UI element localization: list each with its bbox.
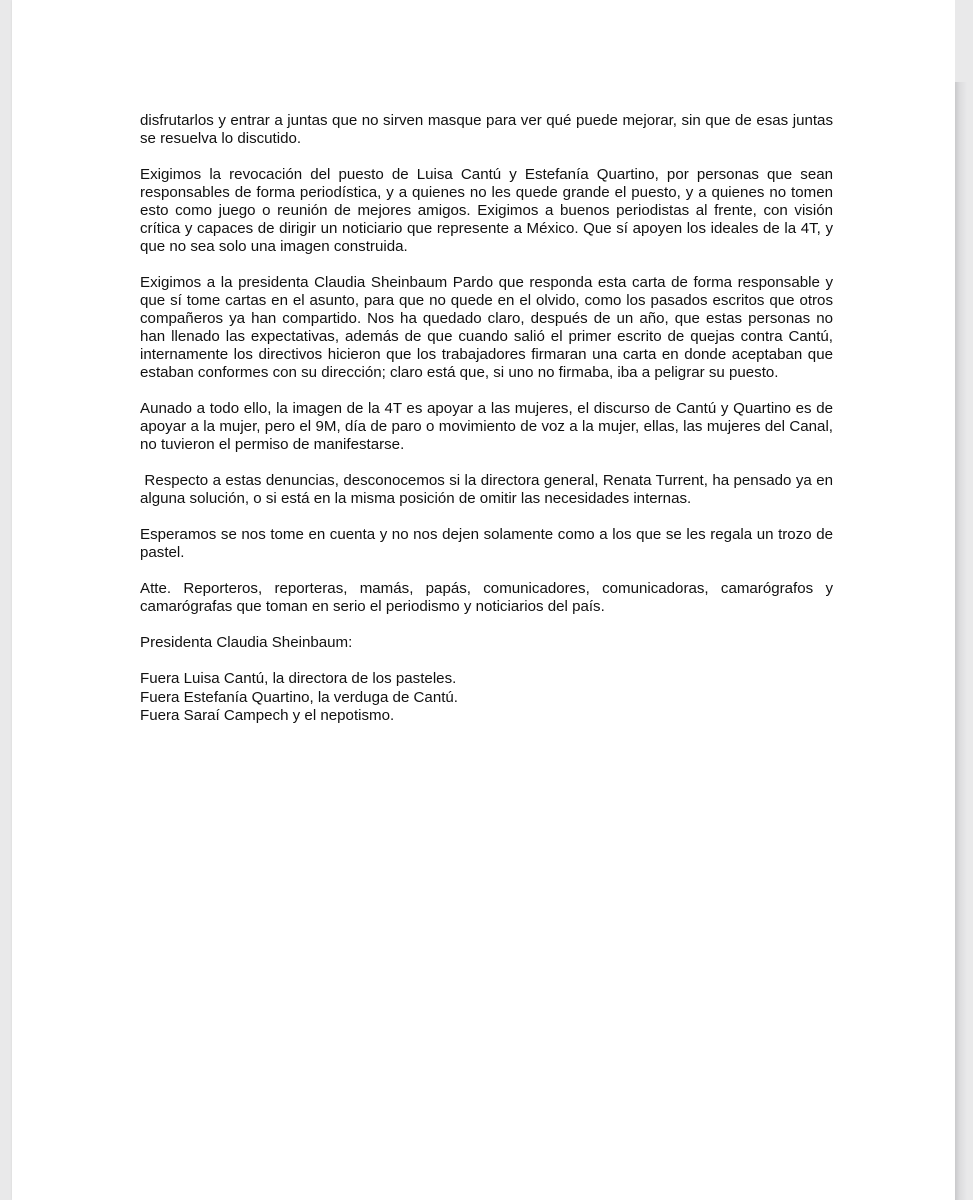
demand-list — [140, 670, 833, 726]
paragraph-renata-turrent: Respecto a estas denuncias, desconocemos si la directora general, Renata Turrent, ha pensado ya en alguna solución, o si está en la misma posición de omitir las necesidades internas. — [140, 472, 838, 507]
paragraph-esperamos: Esperamos se nos tome en cuenta y no nos dejen solamente como a los que se les regala un trozo de pastel. — [140, 526, 833, 561]
salutation: Presidenta Claudia Sheinbaum: — [140, 634, 353, 651]
next-page-edge — [955, 82, 967, 1200]
paragraph-9m: Aunado a todo ello, la imagen de la 4T es apoyar a las mujeres, el discurso de Cantú y Quartino es de apoyar a la mujer, pero el 9M, día de paro o movimiento de voz a la mujer, ellas, las mujeres del Canal, no tuvieron el permiso de manifestarse. — [140, 400, 833, 453]
paragraph-juntas: disfrutarlos y entrar a juntas que no sirven masque para ver qué puede mejorar, sin que de esas juntas se resuelva lo discutido. — [140, 112, 833, 147]
demand-item: Fuera Luisa Cantú, la directora de los pasteles. — [140, 670, 457, 687]
document-page — [12, 0, 955, 1200]
paragraph-firma: Atte. Reporteros, reporteras, mamás, papás, comunicadores, comunicadoras, camarógrafos y camarógrafas que toman en serio el periodismo y noticiarios del país. — [140, 580, 833, 615]
demand-item: Fuera Saraí Campech y el nepotismo. — [140, 707, 395, 724]
paragraph-revocacion: Exigimos la revocación del puesto de Luisa Cantú y Estefanía Quartino, por personas que sean responsables de forma periodística, y a quienes no les quede grande el puesto, y a quienes no tomen esto como juego o reunión de mejores amigos. Exigimos a buenos periodistas al frente, con visión crítica y capaces de dirigir un noticiario que represente a México. Que sí apoyen los ideales de la 4T, y que no sea solo una imagen construida. — [140, 166, 833, 255]
paragraph-exigencia-presidenta: Exigimos a la presidenta Claudia Sheinbaum Pardo que responda esta carta de forma responsable y que sí tome cartas en el asunto, para que no quede en el olvido, como los pasados escritos que otros compañeros ya han compartido. Nos ha quedado claro, después de un año, que estas personas no han llenado las expectativas, además de que cuando salió el primer escrito de quejas contra Cantú, internamente los directivos hicieron que los trabajadores firmaran una carta en donde aceptaban que estaban conformes con su dirección; claro está que, si uno no firmaba, iba a peligrar su puesto. — [140, 274, 833, 381]
viewer-background — [955, 0, 973, 82]
demand-item: Fuera Estefanía Quartino, la verduga de Cantú. — [140, 688, 459, 706]
letter-body — [140, 112, 838, 726]
